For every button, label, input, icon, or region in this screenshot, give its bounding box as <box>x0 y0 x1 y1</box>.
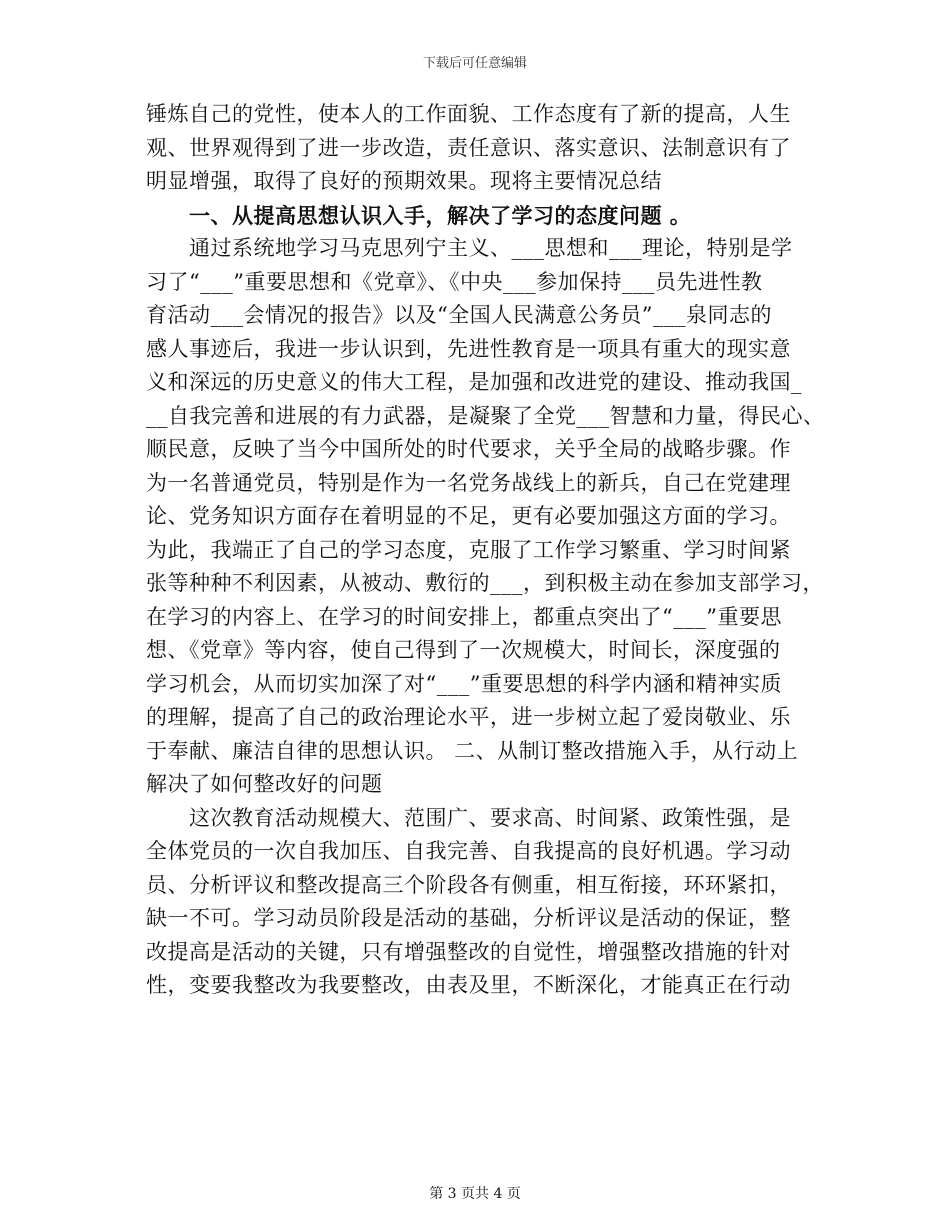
text-line: 为一名普通党员，特别是作为一名党务战线上的新兵，自己在党建理 <box>146 470 791 495</box>
text-line: 想、《党章》等内容，使自己得到了一次规模大，时间长，深度强的 <box>146 638 781 662</box>
text-line: 观、世界观得到了进一步改造，责任意识、落实意识、法制意识有了 <box>146 135 791 160</box>
text-line: 感人事迹后，我进一步认识到，先进性教育是一项具有重大的现实意 <box>146 336 791 361</box>
text-line: 全体党员的一次自我加压、自我完善、自我提高的良好机遇。学习动 <box>146 839 791 863</box>
text-line: 解决了如何整改好的问题 <box>146 772 383 796</box>
text-line: __自我完善和进展的有力武器，是凝聚了全党___智慧和力量，得民心、 <box>146 403 825 428</box>
text-line: 育活动___会情况的报告》以及“全国人民满意公务员”___泉同志的 <box>146 303 772 327</box>
text-line: 义和深远的历史意义的伟大工程，是加强和改进党的建设、推动我国_ <box>146 370 802 394</box>
page-header: 下载后可任意编辑 <box>422 56 527 71</box>
text-line: 顺民意，反映了当今中国所处的时代要求，关乎全局的战略步骤。作 <box>146 437 791 461</box>
text-line: 于奉献、廉洁自律的思想认识。 二、从制订整改措施入手，从行动上 <box>146 738 799 763</box>
page-footer: 第 3 页共 4 页 <box>429 1186 521 1202</box>
text-line: 这次教育活动规模大、范围广、要求高、时间紧、政策性强，是 <box>146 805 791 830</box>
text-line: 员、分析评议和整改提高三个阶段各有侧重，相互衔接，环环紧扣， <box>146 872 791 897</box>
text-line: 改提高是活动的关键，只有增强整改的自觉性，增强整改措施的针对 <box>146 939 791 964</box>
text-line: 学习机会，从而切实加深了对“___”重要思想的科学内涵和精神实质 <box>146 671 782 696</box>
text-line: 在学习的内容上、在学习的时间安排上，都重点突出了“___”重要思 <box>146 604 782 629</box>
text-line: 张等种种不利因素，从被动、敷衍的___，到积极主动在参加支部学习， <box>146 571 824 595</box>
text-line: 的理解，提高了自己的政治理论水平，进一步树立起了爱岗敬业、乐 <box>146 705 791 729</box>
text-line: 习了“___”重要思想和《党章》、《中央___参加保持___员先进性教 <box>146 269 763 294</box>
text-line: 性，变要我整改为我要整改，由表及里，不断深化，才能真正在行动 <box>146 973 791 997</box>
document-body <box>146 98 825 1003</box>
text-line: 缺一不可。学习动员阶段是活动的基础，分析评议是活动的保证，整 <box>146 906 791 930</box>
text-line: 论、党务知识方面存在着明显的不足，更有必要加强这方面的学习。 <box>146 504 791 528</box>
text-line: 为此，我端正了自己的学习态度，克服了工作学习繁重、学习时间紧 <box>146 537 791 562</box>
section-heading-1: 一、从提高思想认识入手，解决了学习的态度问题 。 <box>146 202 692 228</box>
text-line: 锤炼自己的党性，使本人的工作面貌、工作态度有了新的提高，人生 <box>146 102 791 126</box>
text-line: 明显增强，取得了良好的预期效果。现将主要情况总结 <box>146 169 662 193</box>
text-line: 通过系统地学习马克思列宁主义、___思想和___理论，特别是学 <box>146 236 793 260</box>
